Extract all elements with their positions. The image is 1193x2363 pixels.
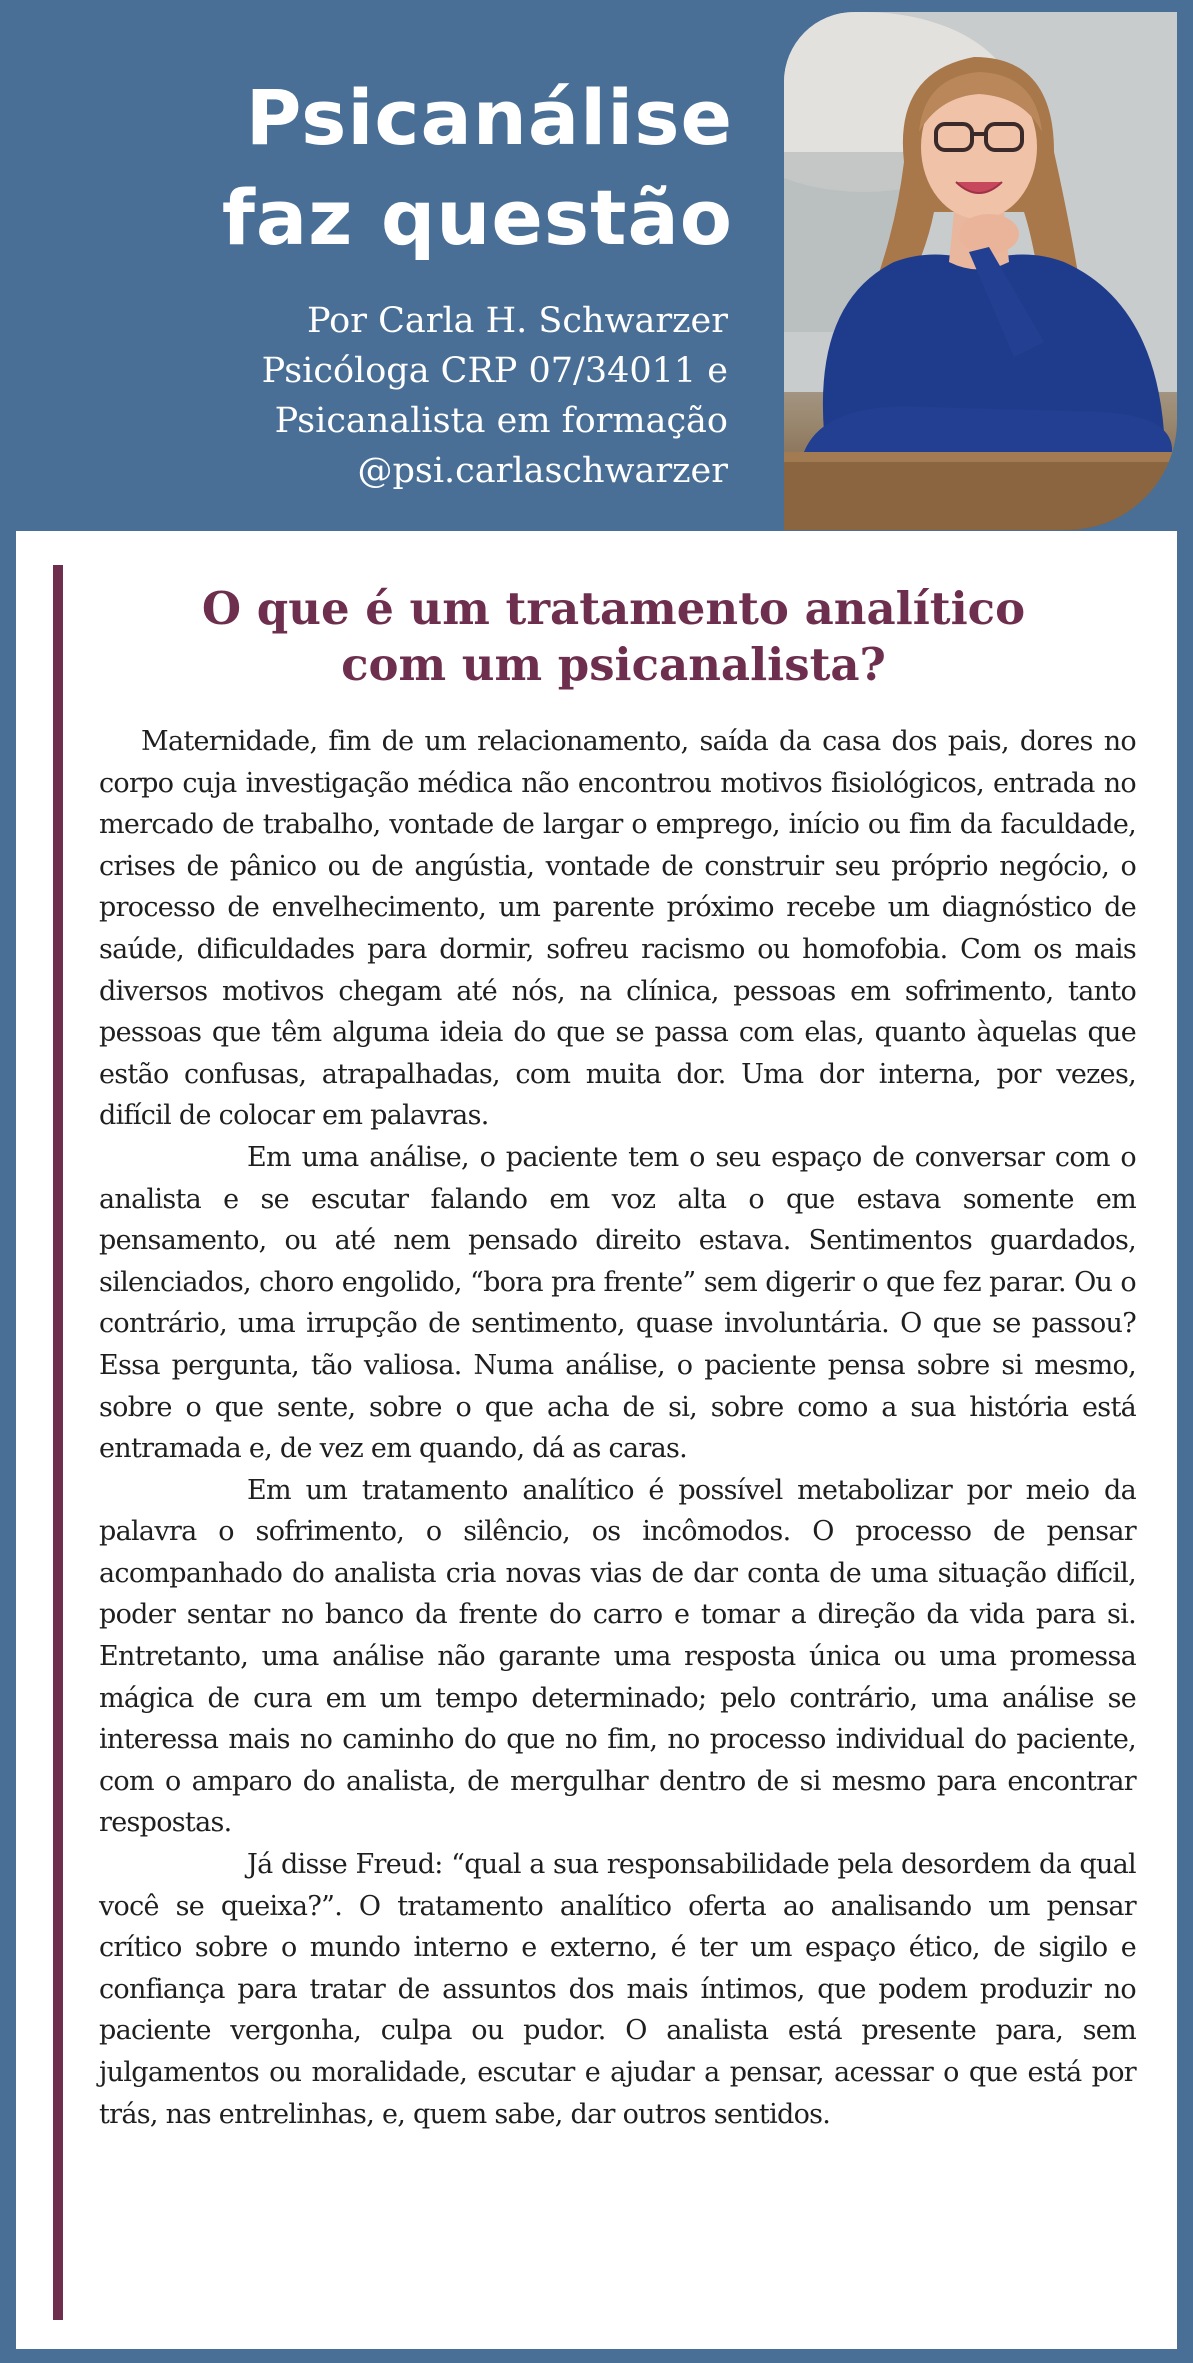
article-panel xyxy=(16,531,1177,2349)
column-title xyxy=(222,68,733,268)
article-paragraph: Já disse Freud: “qual a sua responsabilidade pela desordem da qual você se queixa?”. O tratamento analítico oferta ao analisando um pensar crítico sobre o mundo interno e externo, é ter um espaço ético, de sigilo e confiança para tratar de assuntos dos mais íntimos, que podem produzir no paciente vergonha, culpa ou pudor. O analista está presente para, sem julgamentos ou moralidade, escutar e ajudar a pensar, acessar o que está por trás, nas entrelinhas, e, quem sabe, dar outros sentidos. xyxy=(99,1849,1136,2130)
byline-credential: Psicóloga CRP 07/34011 e xyxy=(261,351,728,391)
accent-bar xyxy=(53,565,63,2320)
author-portrait-illustration xyxy=(784,12,1177,530)
article-body xyxy=(99,721,1136,2135)
article-paragraph: Em uma análise, o paciente tem o seu espaço de conversar com o analista e se escutar falando em voz alta o que estava somente em pensamento, ou até nem pensado direito estava. Sentimentos guardados, silenciados, choro engolido, “bora pra frente” sem digerir o que fez parar. Ou o contrário, uma irrupção de sentimento, quase involuntária. O que se passou? Essa pergunta, tão valiosa. Numa análise, o paciente pensa sobre si mesmo, sobre o que sente, sobre o que acha de si, sobre como a sua história está entramada e, de vez em quando, dá as caras. xyxy=(99,1141,1136,1465)
byline-author: Por Carla H. Schwarzer xyxy=(307,301,728,341)
byline-credential: Psicanalista em formação xyxy=(274,401,728,441)
article-paragraph: Em um tratamento analítico é possível metabolizar por meio da palavra o sofrimento, o silêncio, os incômodos. O processo de pensar acompanhado do analista cria novas vias de dar conta de uma situação difícil, poder sentar no banco da frente do carro e tomar a direção da vida para si. Entretanto, uma análise não garante uma resposta única ou uma promessa mágica de cura em um tempo determinado; pelo contrário, uma análise se interessa mais no caminho do que no fim, no processo individual do paciente, com o amparo do analista, de mergulhar dentro de si mesmo para encontrar respostas. xyxy=(99,1474,1136,1839)
byline-handle: @psi.carlaschwarzer xyxy=(357,451,728,491)
article-paragraph: Maternidade, fim de um relacionamento, saída da casa dos pais, dores no corpo cuja investigação médica não encontrou motivos fisiológicos, entrada no mercado de trabalho, vontade de largar o emprego, início ou fim da faculdade, crises de pânico ou de angústia, vontade de construir seu próprio negócio, o processo de envelhecimento, um parente próximo recebe um diagnóstico de saúde, dificuldades para dormir, sofreu racismo ou homofobia. Com os mais diversos motivos chegam até nós, na clínica, pessoas em sofrimento, tanto pessoas que têm alguma ideia do que se passa com elas, quanto àquelas que estão confusas, atrapalhadas, com muita dor. Uma dor interna, por vezes, difícil de colocar em palavras. xyxy=(99,726,1136,1132)
article-heading xyxy=(86,581,1141,693)
column-title-line: faz questão xyxy=(221,173,733,262)
author-portrait xyxy=(784,12,1177,530)
column-title-line: Psicanálise xyxy=(245,73,733,162)
author-byline xyxy=(262,296,728,496)
column-header xyxy=(0,0,1193,530)
article-heading-line: com um psicanalista? xyxy=(341,638,886,691)
article-heading-line: O que é um tratamento analítico xyxy=(201,582,1026,635)
